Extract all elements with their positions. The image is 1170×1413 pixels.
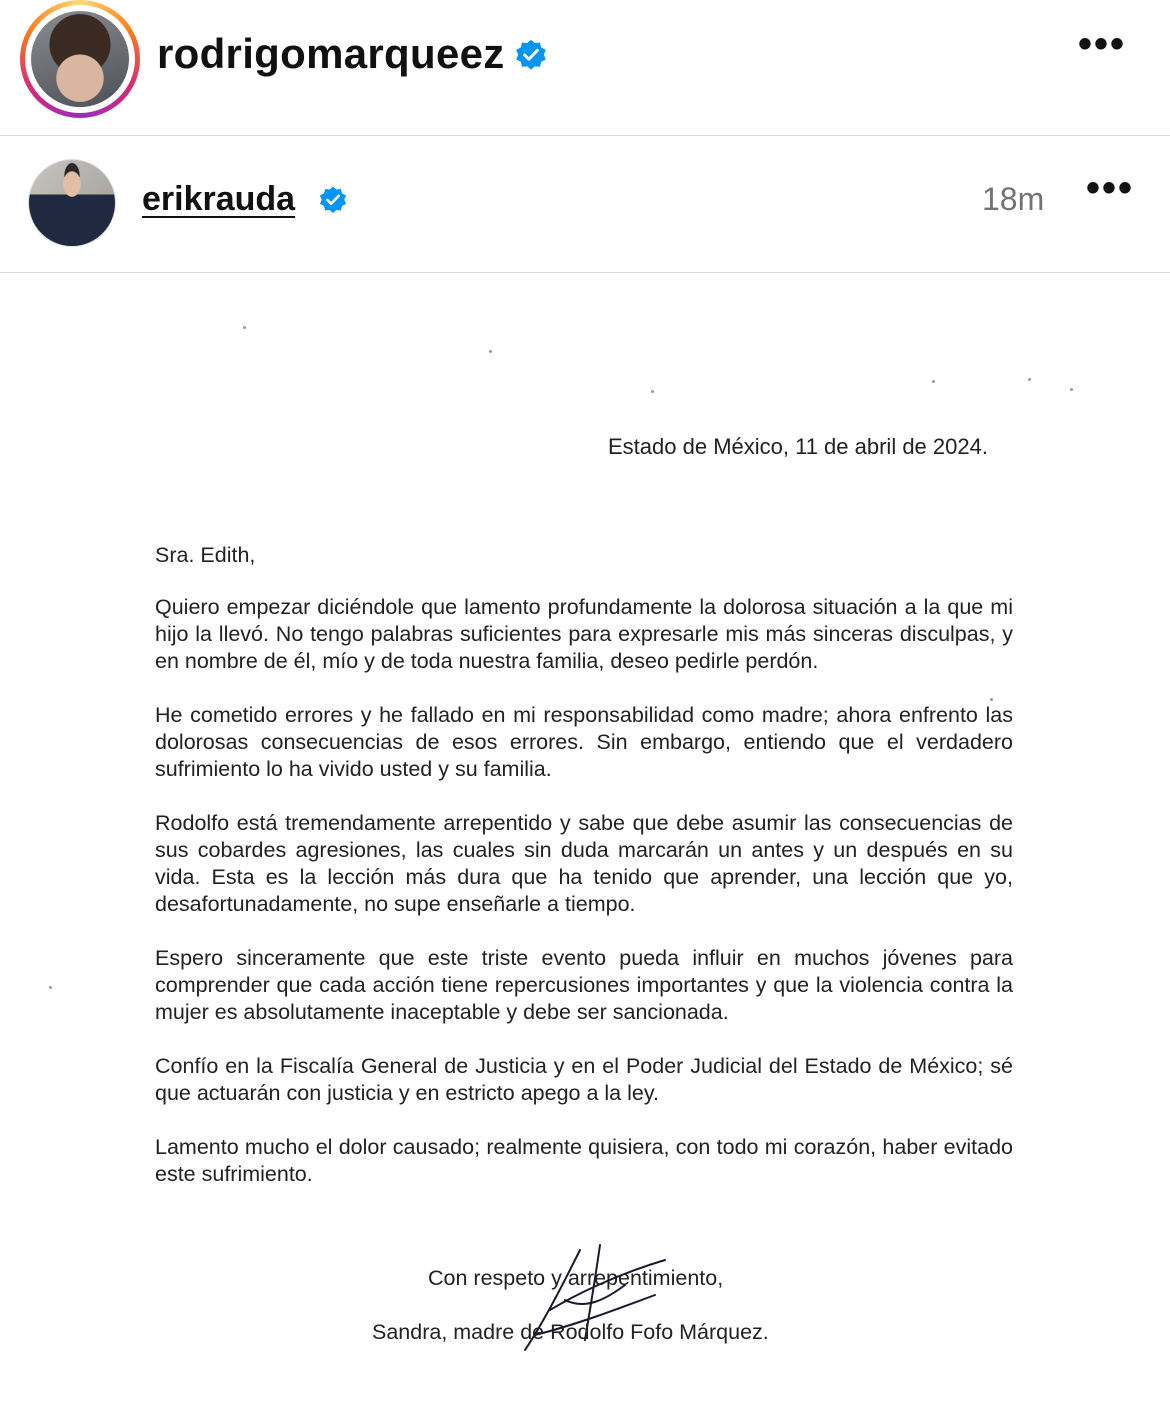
verified-badge-icon [318, 185, 348, 215]
letter-paragraph: Lamento mucho el dolor causado; realmente quisiera, con todo mi corazón, haber evitado este sufrimiento. [155, 1135, 1013, 1186]
story-username[interactable]: rodrigomarqueez [157, 30, 505, 77]
more-options-icon[interactable]: ••• [1078, 22, 1127, 66]
post-image-letter[interactable] [0, 274, 1170, 1413]
letter-date: Estado de México, 11 de abril de 2024. [608, 434, 988, 459]
story-avatar-ring[interactable] [20, 0, 140, 118]
story-avatar-frame [25, 5, 135, 113]
post-header [0, 137, 1170, 273]
post-username[interactable]: erikrauda [142, 180, 296, 218]
avatar[interactable] [31, 11, 129, 107]
scan-speck [651, 390, 654, 393]
letter-paragraph: Quiero empezar diciéndole que lamento profundamente la dolorosa situación a la que mi hijo la llevó. No tengo palabras suficientes para expresarle mis más sinceras disculpas, y en nombre de él, mío y de toda nuestra familia, deseo pedirle perdón. [155, 595, 1013, 673]
letter-closing: Con respeto y arrepentimiento, [428, 1266, 724, 1290]
scan-speck [243, 326, 246, 329]
letter-signature: Sandra, madre de Rodolfo Fofo Márquez. [372, 1320, 769, 1344]
scan-speck [489, 350, 492, 353]
letter-paragraph: Espero sinceramente que este triste evento pueda influir en muchos jóvenes para comprender que cada acción tiene repercusiones importantes y que la violencia contra la mujer es absolutamente inaceptable y debe ser sancionada. [155, 946, 1013, 1024]
avatar[interactable] [28, 159, 116, 247]
verified-badge-icon [514, 38, 548, 72]
letter-paragraph: Rodolfo está tremendamente arrepentido y sabe que debe asumir las consecuencias de sus cobardes agresiones, las cuales sin duda marcarán un antes y un después en su vida. Esta es la lección más dura que ha tenido que aprender, una lección que yo, desafortunadamente, no supe enseñarle a tiempo. [155, 811, 1013, 916]
scan-speck [1070, 388, 1073, 391]
letter-body [155, 542, 1013, 1215]
post-timestamp: 18m [982, 181, 1045, 217]
letter-paragraph: He cometido errores y he fallado en mi responsabilidad como madre; ahora enfrento las dolorosas consecuencias de esos errores. Sin embargo, entiendo que el verdadero sufrimiento lo ha vivido usted y su familia. [155, 703, 1013, 781]
more-options-icon[interactable]: ••• [1086, 166, 1135, 210]
scan-speck [1028, 378, 1031, 381]
scan-speck [932, 380, 935, 383]
letter-salutation: Sra. Edith, [155, 543, 256, 567]
letter-paragraph: Confío en la Fiscalía General de Justicia y en el Poder Judicial del Estado de México; sé que actuarán con justicia y en estricto apego a la ley. [155, 1054, 1013, 1105]
story-header [0, 0, 1170, 136]
scan-speck [49, 986, 52, 989]
